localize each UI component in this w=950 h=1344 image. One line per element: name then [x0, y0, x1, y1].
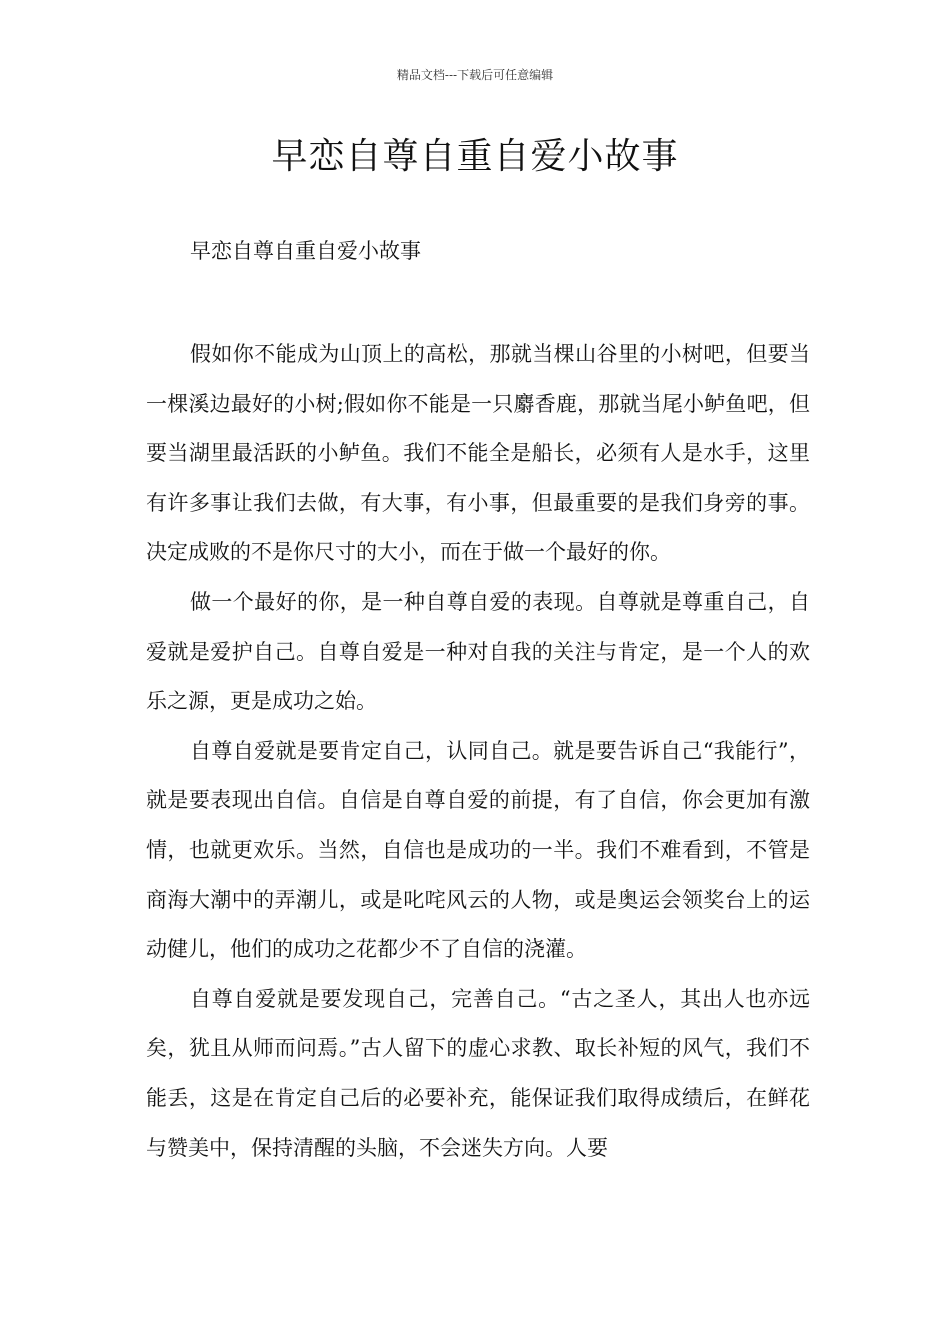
- document-subtitle: 早恋自尊自重自爱小故事: [190, 239, 421, 263]
- document-title: 早恋自尊自重自爱小故事: [271, 136, 679, 177]
- paragraph: 假如你不能成为山顶上的高松，那就当棵山谷里的小树吧，但要当一棵溪边最好的小树;假如你不能是一只麝香鹿，那就当尾小鲈鱼吧，但要当湖里最活跃的小鲈鱼。我们不能全是船长，必须有人是水手，这里有许多事让我们去做，有大事，有小事，但最重要的是我们身旁的事。决定成败的不是你尺寸的大小，而在于做一个最好的你。: [146, 342, 810, 565]
- document-body: [146, 330, 810, 1173]
- paragraph: 做一个最好的你，是一种自尊自爱的表现。自尊就是尊重自己，自爱就是爱护自己。自尊自爱是一种对自我的关注与肯定，是一个人的欢乐之源，更是成功之始。: [146, 589, 810, 714]
- paragraph: 自尊自爱就是要发现自己，完善自己。“古之圣人，其出人也亦远矣，犹且从师而问焉。”古人留下的虚心求教、取长补短的风气，我们不能丢，这是在肯定自己后的必要补充，能保证我们取得成绩后，在鲜花与赞美中，保持清醒的头脑，不会迷失方向。人要: [146, 986, 810, 1160]
- paragraph: 自尊自爱就是要肯定自己，认同自己。就是要告诉自己“我能行”，就是要表现出自信。自信是自尊自爱的前提，有了自信，你会更加有激情，也就更欢乐。当然，自信也是成功的一半。我们不难看到，不管是商海大潮中的弄潮儿，或是叱咤风云的人物，或是奥运会领奖台上的运动健儿，他们的成功之花都少不了自信的浇灌。: [146, 738, 810, 962]
- header-note: 精品文档---下载后可任意编辑: [396, 68, 554, 82]
